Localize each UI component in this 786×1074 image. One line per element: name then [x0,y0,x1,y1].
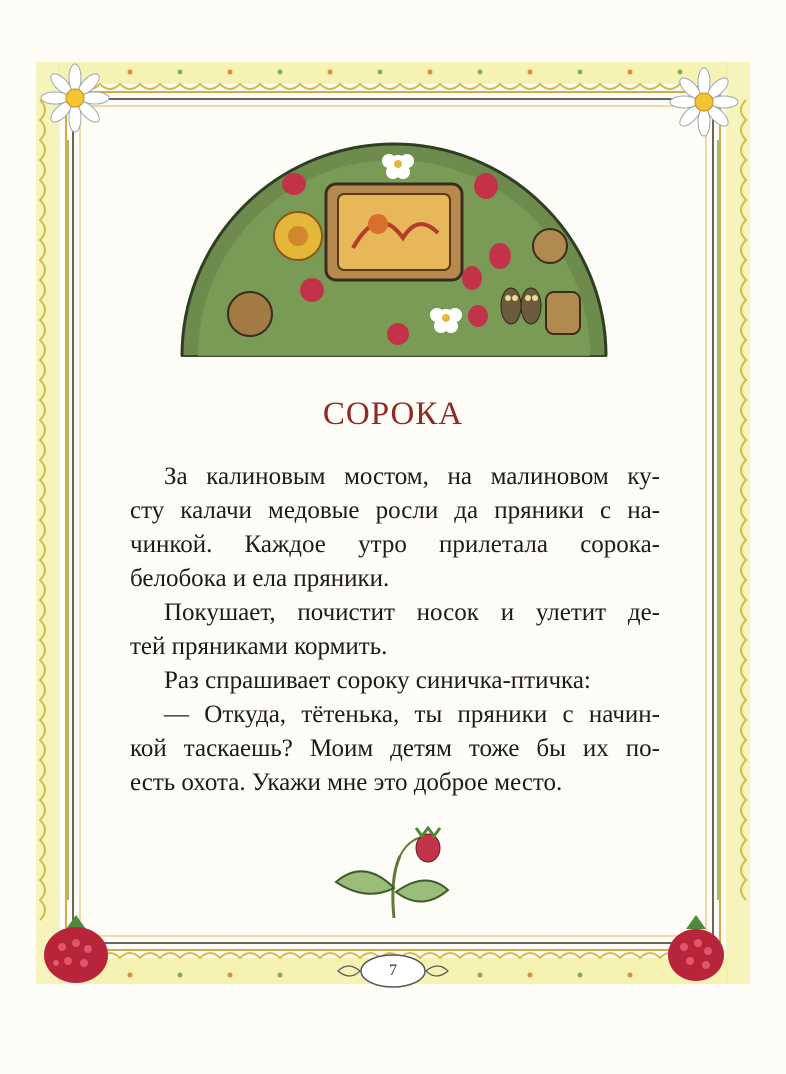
page-number: 7 [389,962,397,979]
text-line: Покушает, почистит носок и улетит де- [164,599,660,626]
text-line: тей пряниками кормить. [130,633,388,660]
story-text [130,460,660,800]
story-title: СОРОКА [322,396,464,432]
raspberry-icon [668,915,724,981]
folk-art-illustration [178,138,610,360]
text-line: За калиновым мостом, на малиновом ку- [164,463,660,490]
strawberry-sprig-icon [330,818,450,928]
text-line: кой таскаешь? Моим детям тоже бы их по- [130,735,660,762]
text-line: — Откуда, тётенька, ты пряники с начин- [164,701,660,728]
text-line: сту калачи медовые росли да пряники с на- [130,497,660,524]
text-line: Раз спрашивает сороку синичка-птичка: [164,667,591,694]
text-line: белобока и ела пряники. [130,565,390,592]
text-line: есть охота. Укажи мне это доброе место. [130,769,563,796]
text-line: чинкой. Каждое утро прилетала сорока- [130,531,660,558]
